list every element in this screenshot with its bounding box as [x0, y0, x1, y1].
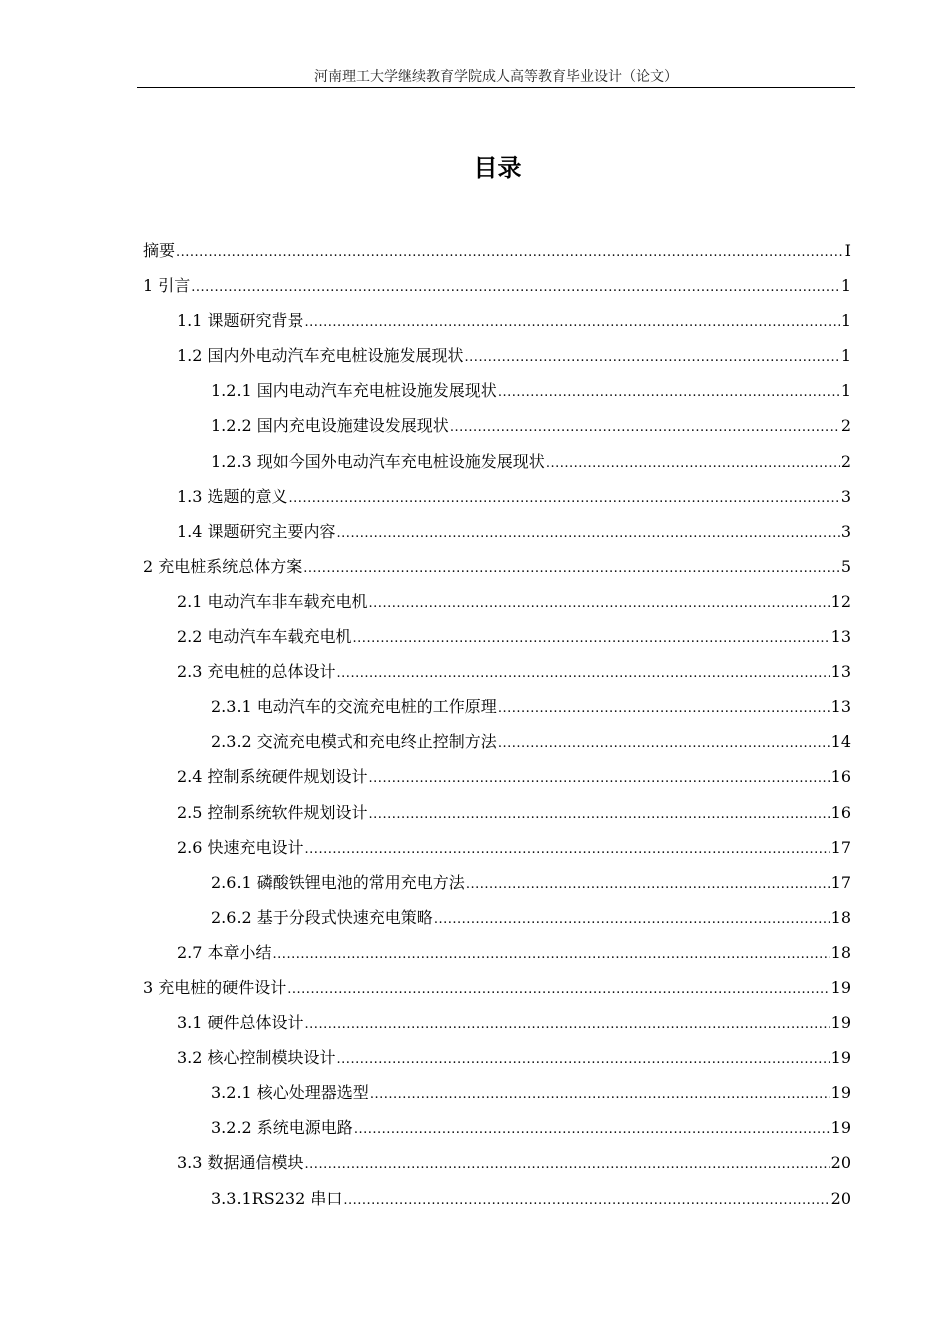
toc-entry-label: 3.3.1RS232 串口: [211, 1188, 343, 1208]
toc-dot-leader: [305, 832, 830, 867]
toc-entry-label: 2.3.1 电动汽车的交流充电桩的工作原理: [211, 697, 497, 717]
toc-entry[interactable]: [143, 408, 851, 443]
toc-dot-leader: [305, 1147, 830, 1182]
toc-entry[interactable]: [143, 303, 851, 338]
toc-dot-leader: [434, 902, 830, 937]
toc-entry-page: 13: [830, 697, 851, 717]
toc-entry-page: 16: [830, 802, 851, 822]
toc-entry[interactable]: [143, 1040, 851, 1075]
toc-entry[interactable]: [143, 1110, 851, 1145]
toc-dot-leader: [337, 516, 840, 551]
toc-dot-leader: [354, 1112, 830, 1147]
toc-entry-label: 3.3 数据通信模块: [177, 1153, 304, 1173]
toc-entry[interactable]: [143, 900, 851, 935]
toc-dot-leader: [498, 726, 830, 761]
toc-dot-leader: [450, 410, 840, 445]
toc-entry[interactable]: [143, 1181, 851, 1216]
toc-entry-page: 1: [840, 346, 851, 366]
toc-entry[interactable]: [143, 795, 851, 830]
toc-entry[interactable]: [143, 970, 851, 1005]
toc-entry[interactable]: [143, 759, 851, 794]
toc-entry-label: 1.1 课题研究背景: [177, 311, 304, 331]
toc-entry-page: 20: [830, 1188, 851, 1208]
toc-entry-page: 19: [830, 977, 851, 997]
toc-entry[interactable]: [143, 373, 851, 408]
toc-entry-page: 2: [840, 451, 851, 471]
toc-entry-label: 2.3.2 交流充电模式和充电终止控制方法: [211, 732, 497, 752]
toc-dot-leader: [191, 270, 840, 305]
toc-entry-label: 3.1 硬件总体设计: [177, 1013, 304, 1033]
toc-dot-leader: [303, 551, 840, 586]
toc-entry[interactable]: [143, 619, 851, 654]
toc-entry-label: 1.2.2 国内充电设施建设发展现状: [211, 416, 449, 436]
page-title: 目录: [473, 153, 522, 182]
toc-entry-page: 16: [830, 767, 851, 787]
toc-dot-leader: [546, 446, 840, 481]
toc-entry-page: 18: [830, 907, 851, 927]
toc-dot-leader: [305, 1007, 830, 1042]
toc-entry[interactable]: [143, 865, 851, 900]
toc-entry-label: 1.2.3 现如今国外电动汽车充电桩设施发展现状: [211, 451, 545, 471]
toc-entry-page: 19: [830, 1048, 851, 1068]
toc-entry-label: 1.2 国内外电动汽车充电桩设施发展现状: [177, 346, 464, 366]
toc-entry-page: 13: [830, 627, 851, 647]
toc-dot-leader: [353, 621, 830, 656]
toc-dot-leader: [498, 691, 830, 726]
toc-entry-label: 2.6.2 基于分段式快速充电策略: [211, 907, 433, 927]
toc-entry-label: 1.3 选题的意义: [177, 486, 288, 506]
toc-entry[interactable]: [143, 549, 851, 584]
toc-entry-page: 20: [830, 1153, 851, 1173]
toc-entry-page: 18: [830, 942, 851, 962]
toc-dot-leader: [337, 656, 830, 691]
toc-entry-label: 3 充电桩的硬件设计: [143, 977, 287, 997]
toc-entry-label: 3.2 核心控制模块设计: [177, 1048, 336, 1068]
toc-entry-page: 17: [830, 872, 851, 892]
toc-entry[interactable]: [143, 584, 851, 619]
toc-entry[interactable]: [143, 689, 851, 724]
toc-entry-label: 2 充电桩系统总体方案: [143, 556, 303, 576]
toc-entry-page: 3: [840, 486, 851, 506]
toc-entry-label: 2.3 充电桩的总体设计: [177, 662, 336, 682]
toc-entry-label: 3.2.1 核心处理器选型: [211, 1083, 369, 1103]
table-of-contents: [143, 233, 851, 1216]
toc-entry[interactable]: [143, 338, 851, 373]
toc-dot-leader: [287, 972, 829, 1007]
toc-entry-label: 3.2.2 系统电源电路: [211, 1118, 353, 1138]
toc-entry-label: 2.5 控制系统软件规划设计: [177, 802, 368, 822]
toc-entry[interactable]: [143, 1075, 851, 1110]
header-rule: [137, 87, 855, 88]
toc-entry[interactable]: [143, 935, 851, 970]
toc-entry-page: 1: [840, 311, 851, 331]
toc-entry-page: 5: [840, 556, 851, 576]
toc-entry-page: 12: [830, 591, 851, 611]
toc-entry-label: 1.4 课题研究主要内容: [177, 521, 336, 541]
toc-dot-leader: [337, 1042, 830, 1077]
toc-dot-leader: [289, 481, 840, 516]
toc-entry-page: 19: [830, 1013, 851, 1033]
toc-entry-label: 2.6.1 磷酸铁锂电池的常用充电方法: [211, 872, 465, 892]
toc-entry-label: 1 引言: [143, 276, 191, 296]
toc-dot-leader: [176, 235, 844, 270]
toc-entry[interactable]: [143, 724, 851, 759]
toc-entry[interactable]: [143, 514, 851, 549]
toc-entry-page: I: [844, 241, 851, 260]
toc-entry-label: 2.2 电动汽车车载充电机: [177, 627, 352, 647]
toc-entry-page: 1: [840, 276, 851, 296]
toc-entry-page: 13: [830, 662, 851, 682]
toc-entry-label: 2.1 电动汽车非车载充电机: [177, 591, 368, 611]
toc-dot-leader: [369, 761, 830, 796]
toc-dot-leader: [369, 586, 830, 621]
toc-entry-page: 1: [840, 381, 851, 401]
toc-entry[interactable]: [143, 479, 851, 514]
toc-entry[interactable]: [143, 268, 851, 303]
toc-entry-label: 2.4 控制系统硬件规划设计: [177, 767, 368, 787]
toc-entry-page: 17: [830, 837, 851, 857]
toc-entry-page: 19: [830, 1118, 851, 1138]
toc-entry-page: 19: [830, 1083, 851, 1103]
toc-dot-leader: [498, 375, 840, 410]
toc-dot-leader: [343, 1183, 829, 1218]
toc-entry-label: 2.6 快速充电设计: [177, 837, 304, 857]
toc-entry[interactable]: [143, 1145, 851, 1180]
toc-entry-label: 2.7 本章小结: [177, 942, 272, 962]
toc-dot-leader: [305, 305, 840, 340]
toc-dot-leader: [466, 867, 830, 902]
toc-dot-leader: [369, 797, 830, 832]
toc-entry[interactable]: [143, 654, 851, 689]
toc-entry-label: 摘要: [143, 241, 176, 260]
toc-entry-page: 14: [830, 732, 851, 752]
toc-entry[interactable]: [143, 233, 851, 268]
toc-entry-page: 2: [840, 416, 851, 436]
page-header: 河南理工大学继续教育学院成人高等教育毕业设计（论文）: [314, 69, 678, 85]
toc-entry-page: 3: [840, 521, 851, 541]
toc-entry[interactable]: [143, 444, 851, 479]
toc-dot-leader: [370, 1077, 830, 1112]
toc-entry-label: 1.2.1 国内电动汽车充电桩设施发展现状: [211, 381, 497, 401]
toc-entry[interactable]: [143, 1005, 851, 1040]
toc-entry[interactable]: [143, 830, 851, 865]
toc-dot-leader: [273, 937, 830, 972]
toc-dot-leader: [465, 340, 840, 375]
